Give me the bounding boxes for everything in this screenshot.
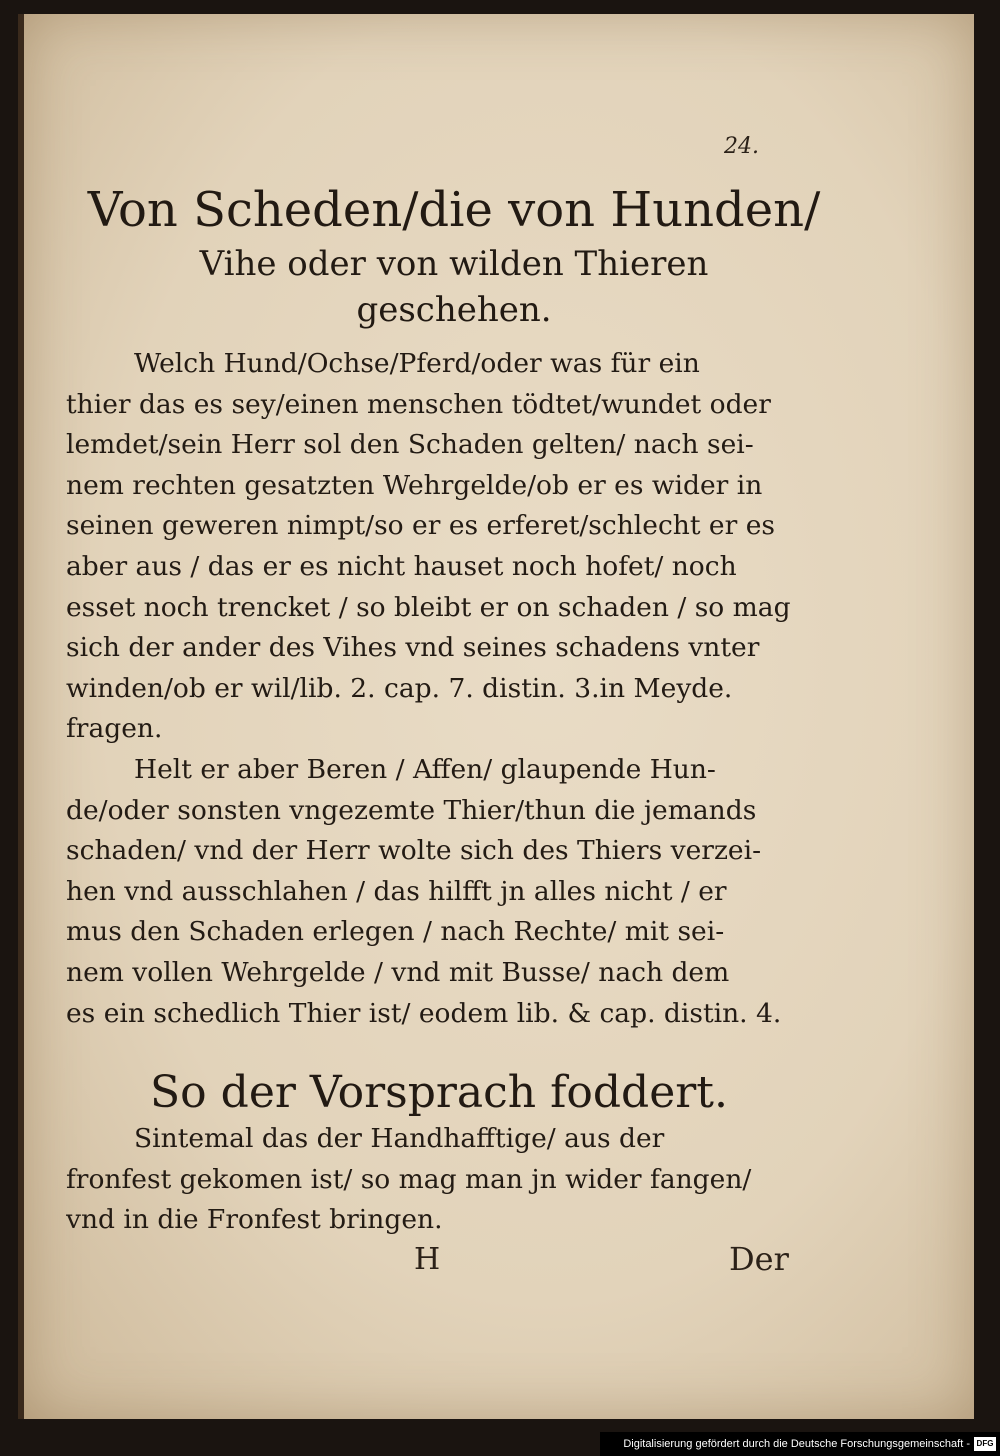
text-line: vnd in die Fronfest bringen. (66, 1204, 443, 1236)
text-line: schaden/ vnd der Herr wolte sich des Thiers verzei- (66, 835, 762, 867)
text-line: fragen. (66, 713, 163, 745)
digitization-footer (600, 1432, 1000, 1456)
text-line: esset noch trencket / so bleibt er on schaden / so mag (66, 591, 791, 623)
text-line: sich der ander des Vihes vnd seines schadens vnter (66, 632, 760, 664)
heading-line-3: geschehen. (356, 290, 552, 330)
book-page (18, 14, 974, 1419)
main-text (66, 344, 811, 1034)
text-line: hen vnd ausschlahen / das hilfft jn alles nicht / er (66, 875, 727, 907)
text-line: seinen geweren nimpt/so er es erferet/schlecht er es (66, 510, 775, 542)
paragraph-2 (66, 750, 811, 1034)
heading-line-2: Vihe oder von wilden Thieren (199, 244, 709, 284)
page-number: 24. (724, 134, 759, 159)
chapter-heading (84, 179, 824, 333)
footer-text: Digitalisierung gefördert durch die Deutsche Forschungsgemeinschaft - (623, 1438, 970, 1450)
section-heading: So der Vorsprach foddert. (150, 1067, 728, 1118)
text-line: mus den Schaden erlegen / nach Rechte/ mit sei- (66, 916, 725, 948)
text-line: thier das es sey/einen menschen tödtet/wundet oder (66, 388, 771, 420)
text-line: aber aus / das er es nicht hauset noch hofet/ noch (66, 550, 737, 582)
text-line: de/oder sonsten vngezemte Thier/thun die jemands (66, 794, 757, 826)
text-line: lemdet/sein Herr sol den Schaden gelten/ nach sei- (66, 429, 754, 461)
text-line: nem vollen Wehrgelde / vnd mit Busse/ nach dem (66, 956, 730, 988)
text-line: es ein schedlich Thier ist/ eodem lib. & cap. distin. 4. (66, 997, 782, 1029)
text-line: Sintemal das der Handhafftige/ aus der (134, 1123, 665, 1154)
text-line: fronfest gekomen ist/ so mag man jn wider fangen/ (66, 1163, 752, 1195)
text-line: nem rechten gesatzten Wehrgelde/ob er es wider in (66, 469, 763, 501)
section-text (66, 1119, 811, 1241)
paragraph-1 (66, 344, 811, 750)
catchword: Der (729, 1240, 789, 1278)
heading-line-1: Von Scheden/die von Hunden/ (87, 182, 821, 238)
text-line: winden/ob er wil/lib. 2. cap. 7. distin. 3.in Meyde. (66, 672, 733, 704)
dfg-logo-icon[interactable]: DFG (974, 1437, 996, 1451)
text-line: Welch Hund/Ochse/Pferd/oder was für ein (134, 348, 700, 379)
signature-mark: H (414, 1242, 441, 1277)
text-line: Helt er aber Beren / Affen/ glaupende Hun- (134, 753, 716, 785)
